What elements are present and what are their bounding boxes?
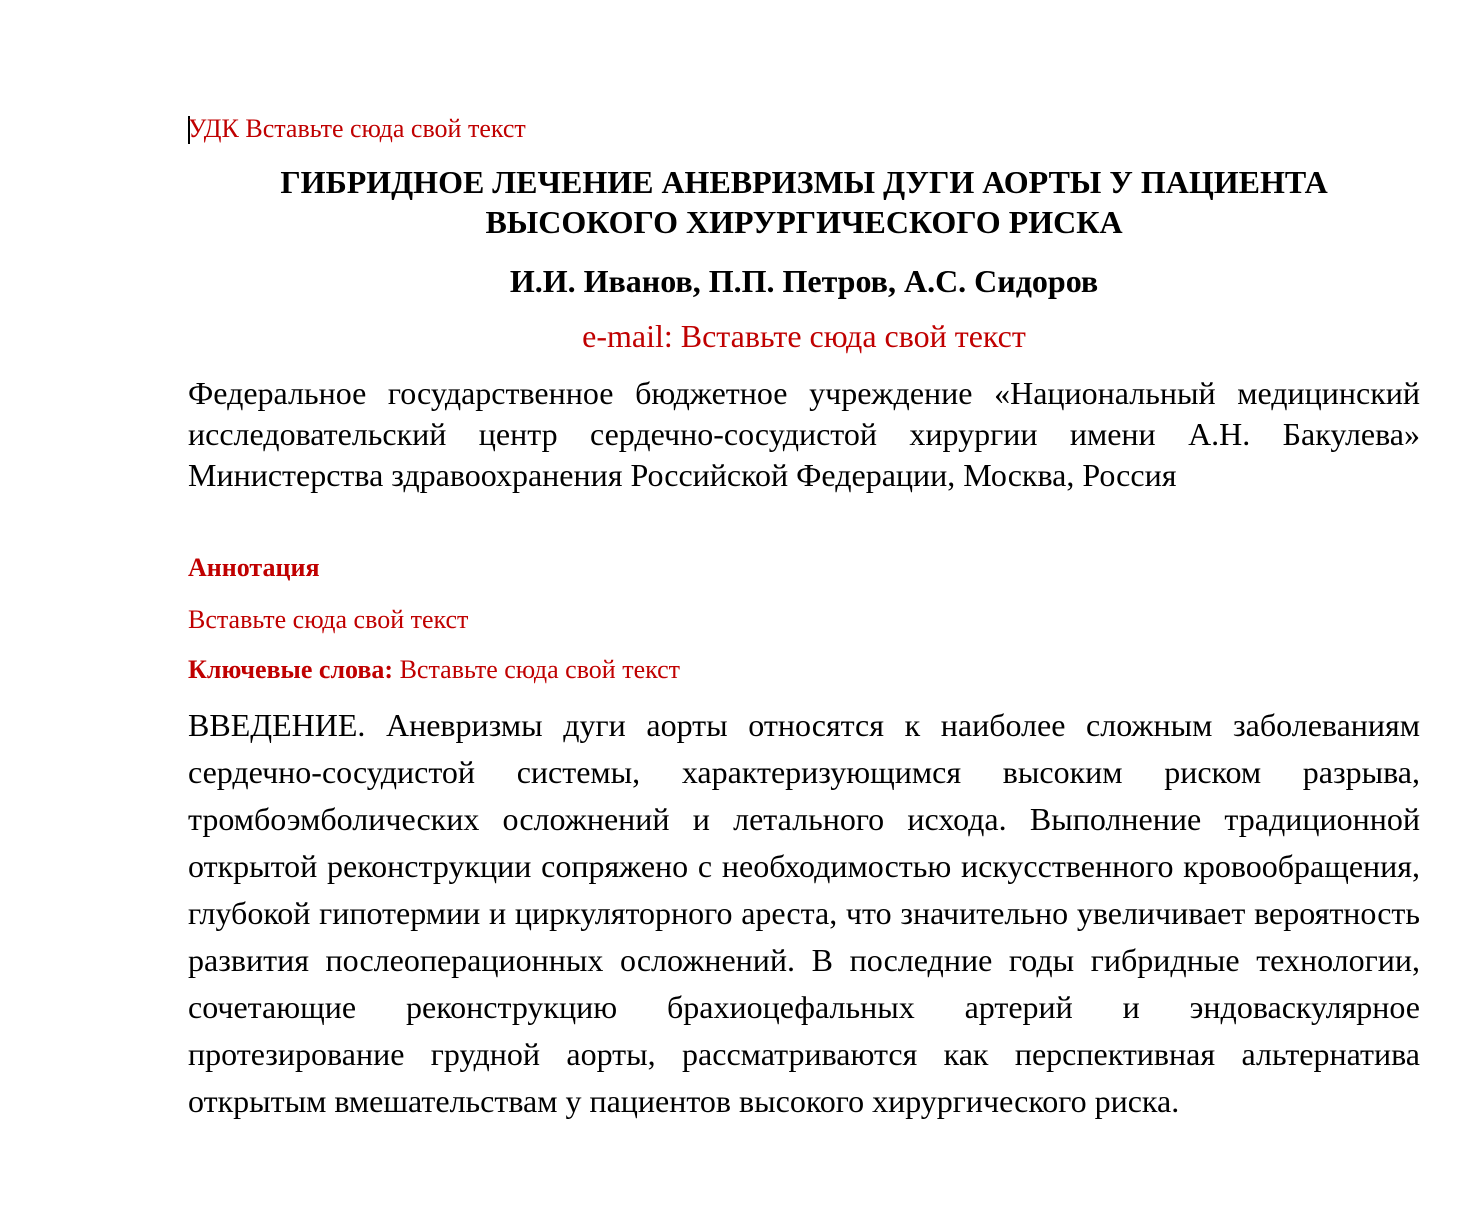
annotation-text[interactable]: Вставьте сюда свой текст bbox=[188, 605, 469, 634]
keywords-label: Ключевые слова: bbox=[188, 655, 394, 684]
keywords-text: Вставьте сюда свой текст bbox=[393, 655, 680, 684]
article-title-line-2: ВЫСОКОГО ХИРУРГИЧЕСКОГО РИСКА bbox=[485, 204, 1123, 240]
article-title-line-1: ГИБРИДНОЕ ЛЕЧЕНИЕ АНЕВРИЗМЫ ДУГИ АОРТЫ У ПАЦИЕНТА bbox=[280, 164, 1328, 200]
annotation-heading[interactable]: Аннотация bbox=[188, 553, 320, 582]
authors-line[interactable]: И.И. Иванов, П.П. Петров, А.С. Сидоров bbox=[509, 263, 1099, 299]
email-line[interactable]: e-mail: Вставьте сюда свой текст bbox=[582, 318, 1026, 354]
udk-line[interactable]: УДК Вставьте сюда свой текст bbox=[188, 114, 526, 143]
keywords-line[interactable] bbox=[188, 654, 1420, 686]
introduction-paragraph[interactable]: ВВЕДЕНИЕ. Аневризмы дуги аорты относятся к наиболее сложным заболеваниям сердечно-сосудистой системы, характеризующимся высоким риском разрыва, тромбоэмболических осложнений и летального исхода. Выполнение традиционной открытой реконструкции сопряжено с необходимостью искусственного кровообращения, глубокой гипотермии и циркуляторного ареста, что значительно увеличивает вероятность развития послеоперационных осложнений. В последние годы гибридные технологии, сочетающие реконструкцию брахиоцефальных артерий и эндоваскулярное протезирование грудной аорты, рассматриваются как перспективная альтернатива открытым вмешательствам у пациентов высокого хирургического риска. bbox=[188, 707, 1420, 1119]
article-title[interactable] bbox=[188, 162, 1420, 242]
affiliation-paragraph[interactable]: Федеральное государственное бюджетное учреждение «Национальный медицинский исследовательский центр сердечно-сосудистой хирургии имени А.Н. Бакулева» Министерства здравоохранения Российской Федерации, Москва, Россия bbox=[188, 375, 1420, 493]
